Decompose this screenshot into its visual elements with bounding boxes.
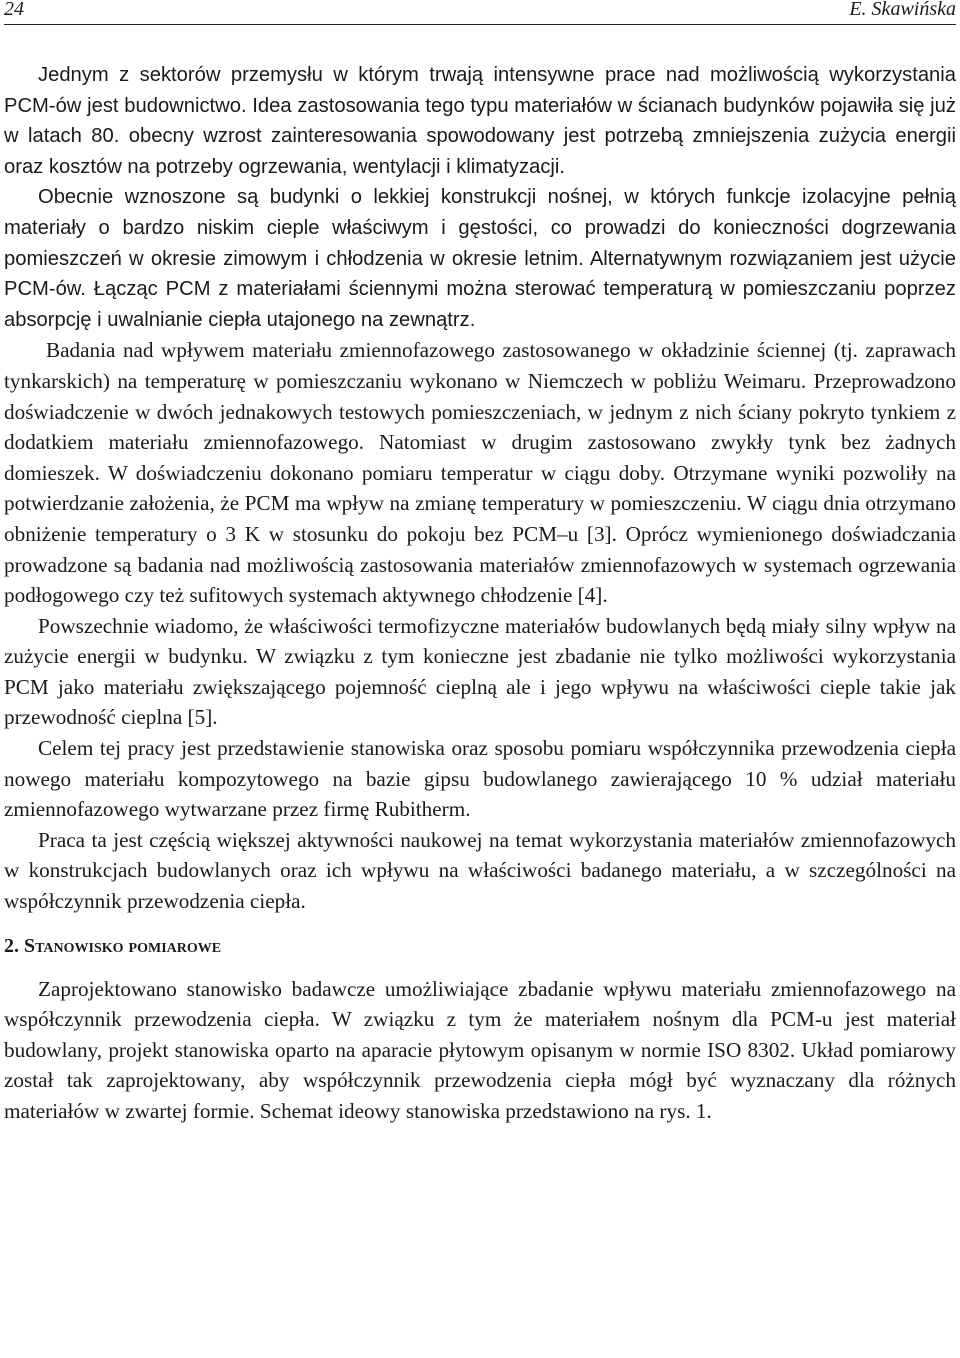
paragraph-6: Praca ta jest częścią większej aktywności naukowej na temat wykorzystania materiałów zmiennofazowych w konstrukcjach budowlanych oraz ich wpływu na właściwości badanego materiału, a w szczególności na współczynnik przewodzenia ciepła. xyxy=(4,827,956,914)
paragraph-4: Powszechnie wiadomo, że właściwości termofizyczne materiałów budowlanych będą miały silny wpływ na zużycie energii w budynku. W związku z tym konieczne jest zbadanie nie tylko możliwości wykorzystania PCM jako materiału zwiększającego pojemność cieplną ale i jego wpływu na właściwości cieple takie jak przewodność cieplna [5]. xyxy=(4,613,956,730)
running-header xyxy=(4,0,956,25)
page-number: 24 xyxy=(4,0,24,20)
paragraph-5: Celem tej pracy jest przedstawienie stanowiska oraz sposobu pomiaru współczynnika przewodzenia ciepła nowego materiału kompozytowego na bazie gipsu budowlanego zawierającego 10 % udział materiału zmiennofazowego wytwarzane przez firmę Rubitherm. xyxy=(4,736,956,822)
section-paragraph: Zaprojektowano stanowisko badawcze umożliwiające zbadanie wpływu materiału zmiennofazowego na współczynnik przewodzenia ciepła. W związku z tym że materiałem nośnym dla PCM-u jest materiał budowlany, projekt stanowiska oparto na aparacie płytowym opisanym w normie ISO 8302. Układ pomiarowy został tak zaprojektowany, aby współczynnik przewodzenia ciepła mógł być wyznaczany dla różnych materiałów w zwartej formie. Schemat ideowy stanowiska przedstawiono na rys. 1. xyxy=(4,976,956,1123)
paragraph-2: Obecnie wznoszone są budynki o lekkiej konstrukcji nośnej, w których funkcje izolacyjne pełnią materiały o bardzo niskim cieple właściwym i gęstości, co prowadzi do konieczności dogrzewania pomieszczeń w okresie zimowym i chłodzenia w okresie letnim. Alternatywnym rozwiązaniem jest użycie PCM-ów. Łącząc PCM z materiałami ściennymi można sterować temperaturą w pomieszczaniu poprzez absorpcję i uwalnianie ciepła utajonego na zewnątrz. xyxy=(4,186,956,331)
paragraph-3: Badania nad wpływem materiału zmiennofazowego zastosowanego w okładzinie ściennej (tj. zaprawach tynkarskich) na temperaturę w pomieszczaniu wykonano w Niemczech w pobliżu Weimaru. Przeprowadzono doświadczenie w dwóch jednakowych testowych pomieszczeniach, w jednym z nich ściany pokryto tynkiem z dodatkiem materiału zmiennofazowego. Natomiast w drugim zastosowano zwykły tynk bez żadnych domieszek. W doświadczeniu dokonano pomiaru temperatur w ciągu doby. Otrzymane wyniki pozwoliły na potwierdzanie założenia, że PCM ma wpływ na zmianę temperatury w pomieszczeniu. W ciągu dnia otrzymano obniżenie temperatury o 3 K w stosunku do pokoju bez PCM–u [3]. Oprócz wymienionego doświadczania prowadzone są badania nad możliwością zastosowania materiałów zmiennofazowych w systemach ogrzewania podłogowego czy też sufitowych systemach aktywnego chłodzenie [4]. xyxy=(4,338,956,608)
paragraph-1: Jednym z sektorów przemysłu w którym trwają intensywne prace nad możliwością wykorzystania PCM-ów jest budownictwo. Idea zastosowania tego typu materiałów w ścianach budynków pojawiła się już w latach 80. obecny wzrost zainteresowania spowodowany jest potrzebą zmniejszenia zużycia energii oraz kosztów na potrzeby ogrzewania, wentylacji i klimatyzacji. xyxy=(4,64,956,178)
section-heading: 2. Stanowisko pomiarowe xyxy=(4,934,222,957)
running-author: E. Skawińska xyxy=(849,0,956,20)
article-body xyxy=(4,60,956,1127)
